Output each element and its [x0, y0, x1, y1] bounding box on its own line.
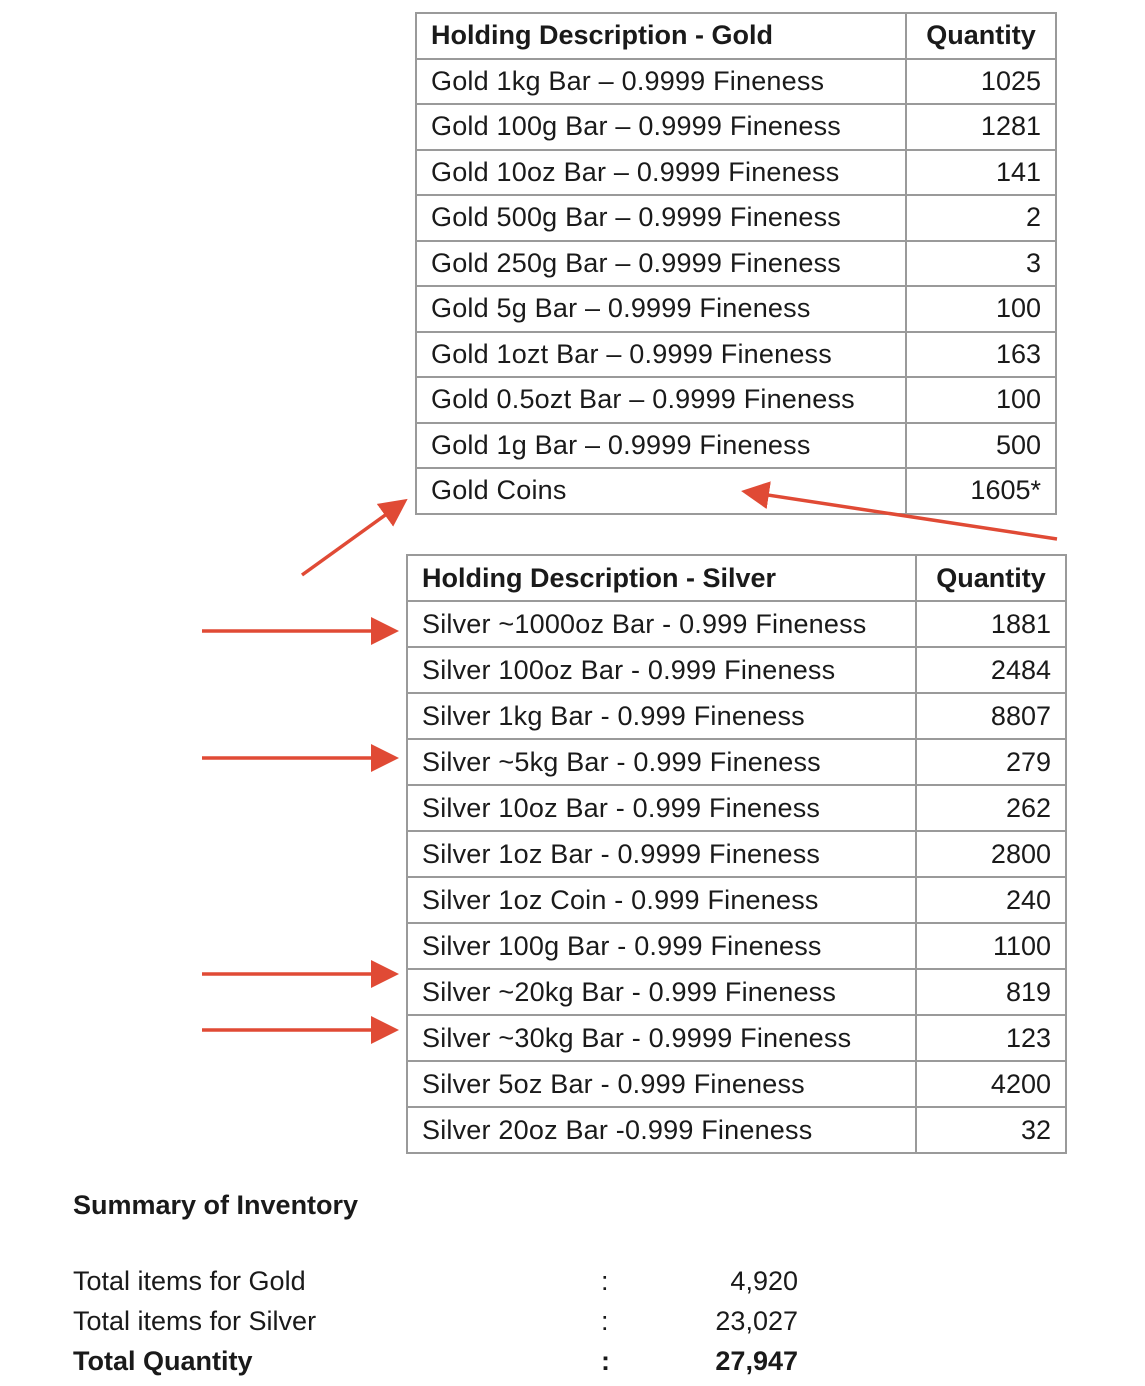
holding-description: Gold 250g Bar – 0.9999 Fineness: [416, 241, 906, 287]
holding-quantity: 2800: [916, 831, 1066, 877]
holding-quantity: 279: [916, 739, 1066, 785]
holding-quantity: 1881: [916, 601, 1066, 647]
holding-quantity: 262: [916, 785, 1066, 831]
holding-quantity: 1281: [906, 104, 1056, 150]
holding-description: Silver 1oz Bar - 0.9999 Fineness: [407, 831, 916, 877]
holding-quantity: 240: [916, 877, 1066, 923]
holding-description: Gold 10oz Bar – 0.9999 Fineness: [416, 150, 906, 196]
holding-description: Silver 1oz Coin - 0.999 Fineness: [407, 877, 916, 923]
holding-description: Gold 0.5ozt Bar – 0.9999 Fineness: [416, 377, 906, 423]
summary-row-silver: [73, 1306, 798, 1342]
summary-separator: :: [601, 1346, 610, 1376]
holding-quantity: 32: [916, 1107, 1066, 1153]
holding-description: Silver 100g Bar - 0.999 Fineness: [407, 923, 916, 969]
holding-quantity: 2: [906, 195, 1056, 241]
arrow-icon: [748, 492, 1057, 539]
holding-description: Gold 1kg Bar – 0.9999 Fineness: [416, 59, 906, 105]
holding-quantity: 3: [906, 241, 1056, 287]
holding-quantity: 500: [906, 423, 1056, 469]
gold-quantity-header: Quantity: [906, 13, 1056, 59]
holding-description: Gold 100g Bar – 0.9999 Fineness: [416, 104, 906, 150]
holding-description: Silver 100oz Bar - 0.999 Fineness: [407, 647, 916, 693]
holding-quantity: 141: [906, 150, 1056, 196]
holding-description: Gold Coins: [416, 468, 906, 514]
summary-value: 23,027: [715, 1306, 798, 1336]
summary-label: Total items for Silver: [73, 1306, 317, 1336]
holding-description: Silver ~5kg Bar - 0.999 Fineness: [407, 739, 916, 785]
holding-description: Silver ~30kg Bar - 0.9999 Fineness: [407, 1015, 916, 1061]
summary-row-gold: [73, 1266, 798, 1302]
holding-description: Gold 1ozt Bar – 0.9999 Fineness: [416, 332, 906, 378]
summary-value: 4,920: [730, 1266, 798, 1296]
summary-label: Total items for Gold: [73, 1266, 306, 1296]
holding-description: Silver ~1000oz Bar - 0.999 Fineness: [407, 601, 916, 647]
holding-description: Gold 500g Bar – 0.9999 Fineness: [416, 195, 906, 241]
holding-quantity: 4200: [916, 1061, 1066, 1107]
holding-description: Silver 20oz Bar -0.999 Fineness: [407, 1107, 916, 1153]
holding-quantity: 123: [916, 1015, 1066, 1061]
summary-value: 27,947: [715, 1346, 798, 1376]
holding-description: Silver 10oz Bar - 0.999 Fineness: [407, 785, 916, 831]
holding-quantity: 2484: [916, 647, 1066, 693]
summary-separator: :: [601, 1266, 609, 1296]
holding-description: Silver ~20kg Bar - 0.999 Fineness: [407, 969, 916, 1015]
holding-quantity: 819: [916, 969, 1066, 1015]
holding-quantity: 1605*: [906, 468, 1056, 514]
silver-description-header: Holding Description - Silver: [407, 555, 916, 601]
holding-quantity: 8807: [916, 693, 1066, 739]
holding-quantity: 100: [906, 377, 1056, 423]
holding-description: Gold 5g Bar – 0.9999 Fineness: [416, 286, 906, 332]
arrow-icon: [302, 503, 402, 575]
holding-quantity: 1025: [906, 59, 1056, 105]
holding-quantity: 1100: [916, 923, 1066, 969]
holding-quantity: 163: [906, 332, 1056, 378]
silver-quantity-header: Quantity: [916, 555, 1066, 601]
summary-separator: :: [601, 1306, 609, 1336]
summary-row-total: [73, 1346, 798, 1382]
gold-description-header: Holding Description - Gold: [416, 13, 906, 59]
holding-description: Silver 5oz Bar - 0.999 Fineness: [407, 1061, 916, 1107]
summary-title: Summary of Inventory: [73, 1190, 359, 1220]
summary-label: Total Quantity: [73, 1346, 253, 1376]
holding-quantity: 100: [906, 286, 1056, 332]
holding-description: Silver 1kg Bar - 0.999 Fineness: [407, 693, 916, 739]
holding-description: Gold 1g Bar – 0.9999 Fineness: [416, 423, 906, 469]
